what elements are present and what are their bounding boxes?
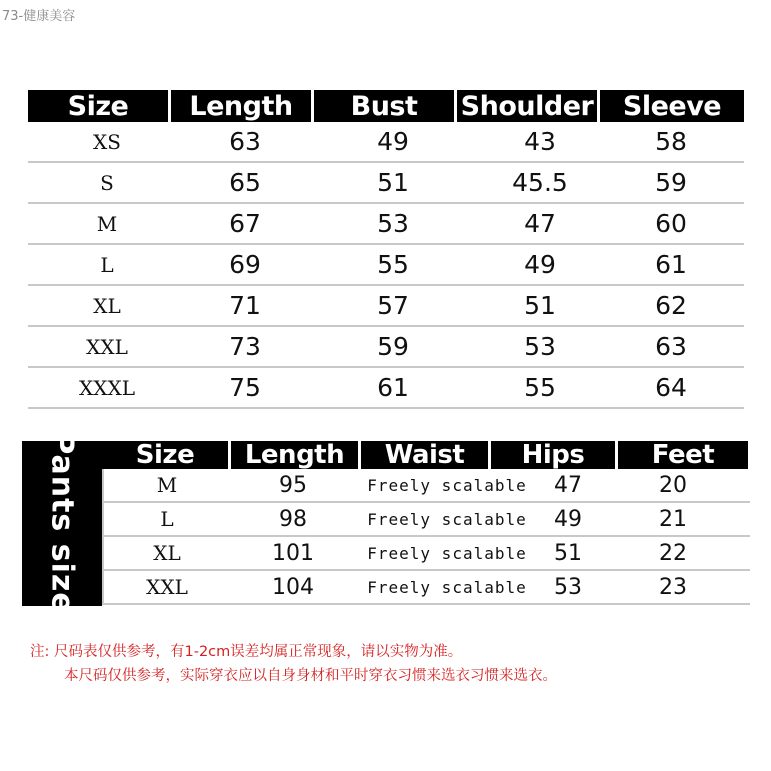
table-row: [28, 245, 744, 286]
header-length: Length: [171, 90, 311, 122]
cell-bust: 53: [377, 209, 409, 238]
cell-shoulder: 49: [524, 250, 556, 279]
pants-size-label: Pants size: [44, 432, 80, 614]
cell-length: 63: [229, 127, 261, 156]
cell-shoulder: 47: [524, 209, 556, 238]
table-row: [28, 122, 744, 163]
table-row: [28, 204, 744, 245]
cell-sleeve: 58: [655, 127, 687, 156]
cell-size: XL: [93, 293, 121, 318]
cell-sleeve: 59: [655, 168, 687, 197]
cell-length: 73: [229, 332, 261, 361]
cell-length: 95: [279, 472, 307, 498]
pants-table-body: [102, 469, 750, 605]
cell-sleeve: 60: [655, 209, 687, 238]
header-length: Length: [231, 441, 358, 469]
header-size: Size: [28, 90, 168, 122]
cell-shoulder: 53: [524, 332, 556, 361]
cell-bust: 61: [377, 373, 409, 402]
cell-size: XS: [93, 129, 121, 154]
header-hips: Hips: [491, 441, 615, 469]
table-row: [28, 163, 744, 204]
cell-length: 71: [229, 291, 261, 320]
cell-length: 75: [229, 373, 261, 402]
cell-bust: 55: [377, 250, 409, 279]
cell-shoulder: 55: [524, 373, 556, 402]
table-row: [104, 571, 750, 605]
cell-length: 67: [229, 209, 261, 238]
cell-size: M: [96, 211, 118, 236]
cell-size: S: [100, 170, 114, 195]
table-row: [28, 368, 744, 409]
cell-feet: 22: [659, 540, 687, 566]
note-line-1: 注: 尺码表仅供参考，有1-2cm误差均属正常现象，请以实物为准。: [30, 644, 463, 660]
cell-size: XL: [153, 541, 181, 565]
table-row: [104, 469, 750, 503]
header-sleeve: Sleeve: [600, 90, 744, 122]
header-feet: Feet: [618, 441, 748, 469]
cell-length: 104: [272, 574, 314, 600]
cell-hips: 49: [554, 506, 582, 532]
cell-waist: Freely scalable: [367, 577, 527, 597]
cell-hips: 53: [554, 574, 582, 600]
cell-hips: 51: [554, 540, 582, 566]
pants-table-header: [102, 441, 748, 469]
cell-waist: Freely scalable: [367, 543, 527, 563]
cell-bust: 57: [377, 291, 409, 320]
cell-bust: 51: [377, 168, 409, 197]
cell-shoulder: 43: [524, 127, 556, 156]
header-shoulder: Shoulder: [457, 90, 597, 122]
cell-hips: 47: [554, 472, 582, 498]
cell-feet: 20: [659, 472, 687, 498]
cell-bust: 49: [377, 127, 409, 156]
cell-size: M: [156, 473, 178, 497]
cell-shoulder: 51: [524, 291, 556, 320]
cell-size: XXL: [86, 334, 128, 359]
top-table-header: [28, 90, 744, 122]
table-row: [28, 286, 744, 327]
pants-size-table: [22, 432, 748, 614]
cell-shoulder: 45.5: [512, 168, 568, 197]
table-row: [28, 327, 744, 368]
cell-sleeve: 62: [655, 291, 687, 320]
cell-sleeve: 61: [655, 250, 687, 279]
cell-waist: Freely scalable: [367, 475, 527, 495]
cell-size: L: [160, 507, 174, 531]
cell-sleeve: 63: [655, 332, 687, 361]
cell-length: 69: [229, 250, 261, 279]
cell-length: 98: [279, 506, 307, 532]
cell-length: 65: [229, 168, 261, 197]
pants-size-side-label: [22, 432, 102, 614]
top-size-table: [28, 90, 744, 409]
table-row: [104, 537, 750, 571]
watermark: 73-健康美容: [2, 9, 76, 24]
cell-size: XXL: [146, 575, 188, 599]
cell-waist: Freely scalable: [367, 509, 527, 529]
header-bust: Bust: [314, 90, 454, 122]
cell-length: 101: [272, 540, 314, 566]
header-size: Size: [102, 441, 228, 469]
cell-size: XXXL: [79, 375, 135, 400]
cell-feet: 23: [659, 574, 687, 600]
cell-sleeve: 64: [655, 373, 687, 402]
header-waist: Waist: [361, 441, 488, 469]
table-row: [104, 503, 750, 537]
cell-bust: 59: [377, 332, 409, 361]
cell-feet: 21: [659, 506, 687, 532]
note-line-2: 本尺码仅供参考，实际穿衣应以自身身材和平时穿衣习惯来选衣习惯来选衣。: [64, 668, 557, 684]
cell-size: L: [100, 252, 114, 277]
